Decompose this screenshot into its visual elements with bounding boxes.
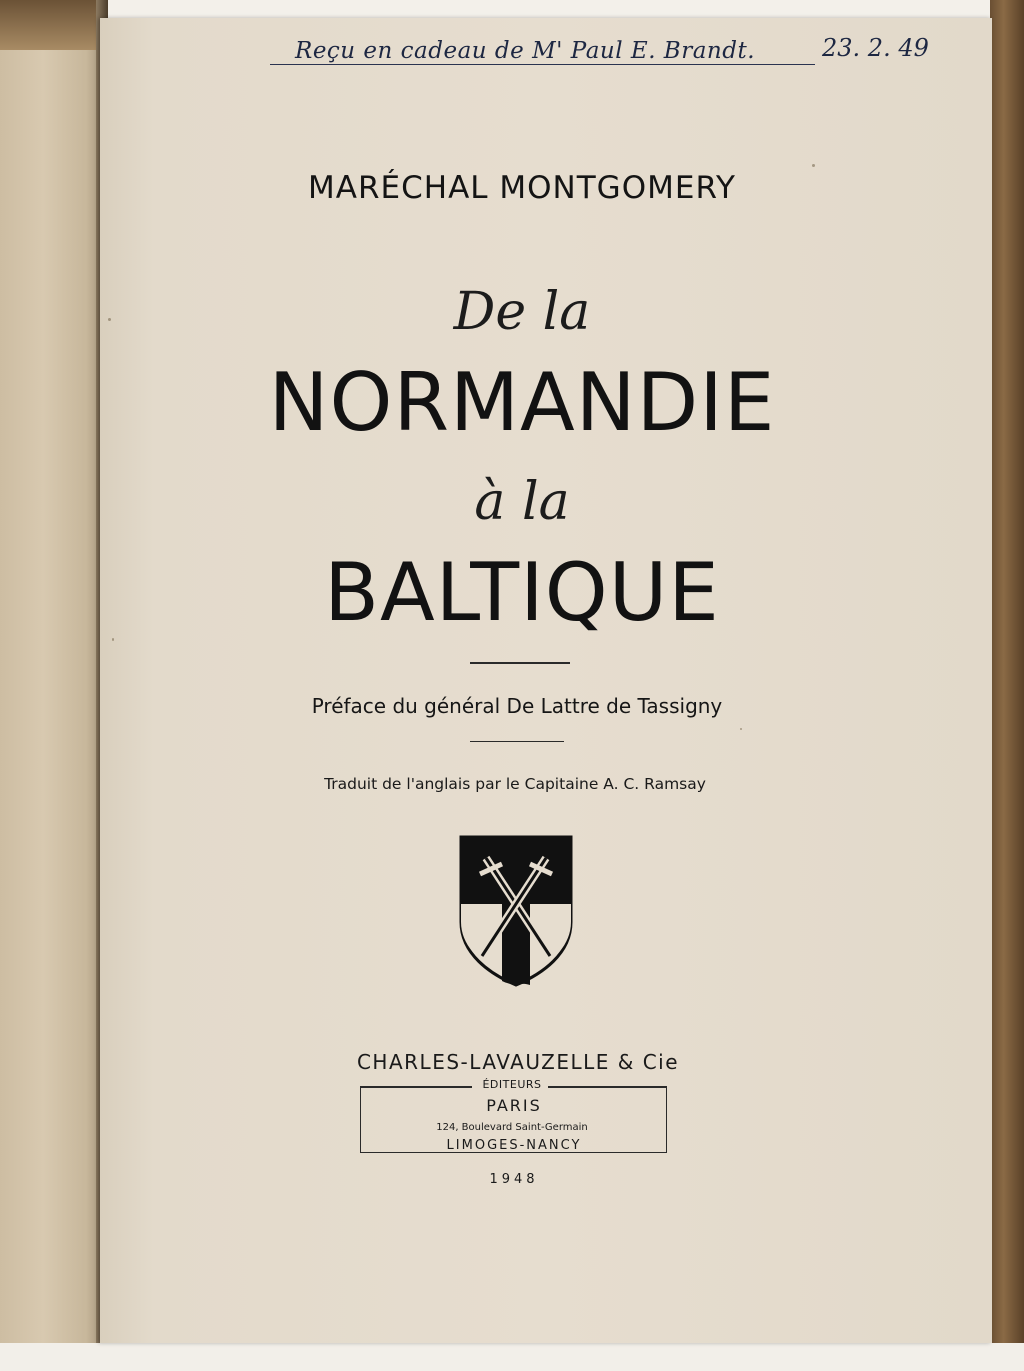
background-surface	[0, 1343, 1024, 1371]
title-line-3: à la	[474, 472, 570, 532]
publisher-name: CHARLES-LAVAUZELLE & Cie	[356, 1050, 680, 1074]
handwritten-inscription: Reçu en cadeau de M' Paul E. Brandt.	[295, 38, 756, 64]
publisher-city: PARIS	[486, 1096, 542, 1115]
ornamental-rule	[470, 662, 570, 664]
crossed-swords-shield-icon	[458, 834, 574, 988]
title-line-4: BALTIQUE	[324, 546, 720, 639]
publication-year: 1948	[489, 1172, 539, 1187]
author-name: MARÉCHAL MONTGOMERY	[308, 170, 736, 206]
handwritten-date: 23. 2. 49	[822, 34, 929, 62]
preface-credit: Préface du général De Lattre de Tassigny	[311, 694, 723, 718]
divider-rule	[470, 741, 564, 742]
title-line-2: NORMANDIE	[268, 356, 776, 449]
spine-top	[0, 0, 108, 50]
translator-credit: Traduit de l'anglais par le Capitaine A. C. Ramsay	[324, 775, 706, 793]
publisher-other-cities: LIMOGES-NANCY	[446, 1138, 582, 1153]
title-line-1: De la	[453, 282, 591, 342]
inscription-underline	[270, 64, 815, 65]
publisher-address: 124, Boulevard Saint-Germain	[436, 1122, 588, 1133]
publisher-role: ÉDITEURS	[482, 1078, 542, 1091]
